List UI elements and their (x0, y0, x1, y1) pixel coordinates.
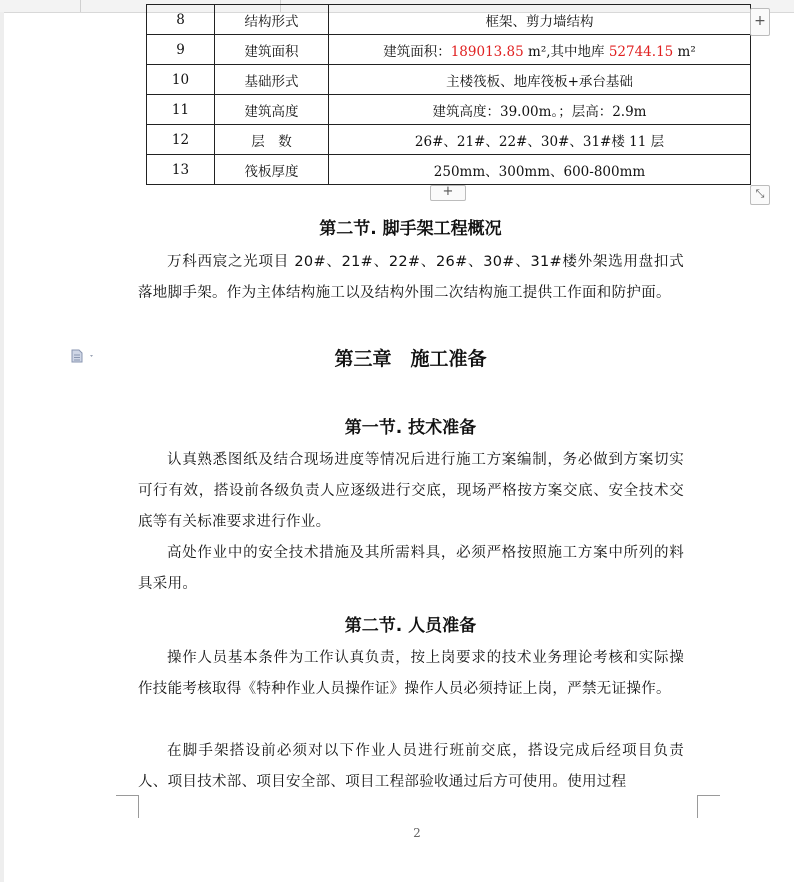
table-resize-handle[interactable]: ⤡ (750, 185, 770, 205)
row-number: 11 (147, 95, 215, 125)
section-heading: 第一节. 技术准备 (344, 418, 477, 438)
row-number: 8 (147, 5, 215, 35)
table-row (147, 65, 751, 95)
value-mid: m²,其中地库 (523, 43, 609, 60)
row-value: 建筑高度：39.00m。；层高：2.9m (329, 95, 751, 125)
page-corner-mark-left (116, 795, 139, 818)
row-value: 框架、剪力墙结构 (329, 5, 751, 35)
row-number: 9 (147, 35, 215, 65)
row-item: 基础形式 (215, 65, 329, 95)
value-suffix: m² (673, 43, 696, 60)
add-column-button[interactable]: + (750, 8, 770, 36)
basement-area-value: 52744.15 (608, 43, 674, 60)
row-number: 13 (147, 155, 215, 185)
row-number: 10 (147, 65, 215, 95)
project-overview-table (146, 4, 751, 185)
table-row (147, 5, 751, 35)
paragraph: 在脚手架搭设前必须对以下作业人员进行班前交底，搭设完成后经项目负责人、项目技术部、项目安全部、项目工程部验收通过后方可使用。使用过程 (138, 743, 684, 790)
table-row (147, 125, 751, 155)
document-outline-icon[interactable] (71, 348, 97, 362)
row-item: 筏板厚度 (215, 155, 329, 185)
paragraph: 操作人员基本条件为工作认真负责，按上岗要求的技术业务理论考核和实际操作技能考核取得《特种作业人员操作证》操作人员必须持证上岗，严禁无证操作。 (138, 650, 684, 697)
row-number: 12 (147, 125, 215, 155)
row-value: 250mm、300mm、600-800mm (329, 155, 751, 185)
row-value (329, 35, 751, 65)
row-value: 主楼筏板、地库筏板+承台基础 (329, 65, 751, 95)
page-corner-mark-right (697, 795, 720, 818)
row-item: 建筑高度 (215, 95, 329, 125)
row-item: 层 数 (215, 125, 329, 155)
row-item: 建筑面积 (215, 35, 329, 65)
section-heading: 第二节. 脚手架工程概况 (319, 219, 502, 239)
paragraph: 认真熟悉图纸及结合现场进度等情况后进行施工方案编制，务必做到方案切实可行有效，搭设前各级负责人应逐级进行交底，现场严格按方案交底、安全技术交底等有关标准要求进行作业。 (138, 452, 684, 530)
table-row (147, 95, 751, 125)
table-row (147, 35, 751, 65)
left-margin-bar (0, 12, 4, 882)
total-area-value: 189013.85 (450, 43, 524, 60)
row-value: 26#、21#、22#、30#、31#楼 11 层 (329, 125, 751, 155)
paragraph: 万科西宸之光项目 20#、21#、22#、26#、30#、31#楼外架选用盘扣式落地脚手架。作为主体结构施工以及结构外围二次结构施工提供工作面和防护面。 (138, 254, 684, 301)
page-number: 2 (413, 826, 421, 840)
value-prefix: 建筑面积： (383, 43, 451, 60)
chapter-heading: 第三章 施工准备 (334, 348, 487, 370)
section-heading: 第二节. 人员准备 (344, 616, 477, 636)
table-row (147, 155, 751, 185)
toolbar-segment (0, 0, 81, 12)
add-row-button[interactable]: + (430, 185, 466, 201)
row-item: 结构形式 (215, 5, 329, 35)
paragraph: 高处作业中的安全技术措施及其所需料具，必须严格按照施工方案中所列的料具采用。 (138, 545, 684, 592)
